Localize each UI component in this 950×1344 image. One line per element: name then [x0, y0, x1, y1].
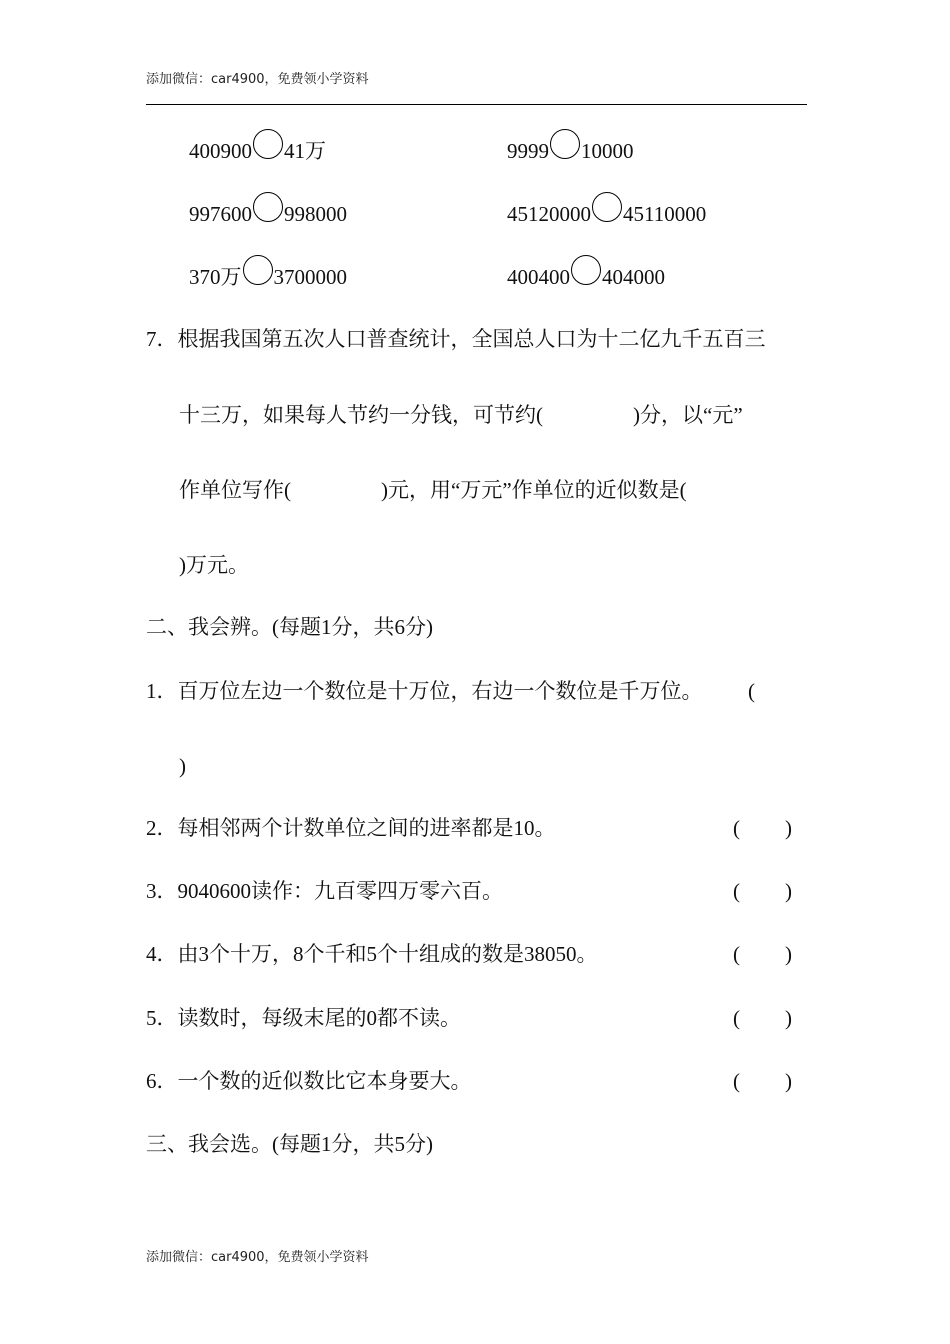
compare-circle[interactable]: [253, 129, 283, 159]
compare-right: 10000: [581, 138, 634, 163]
compare-left: 400900: [189, 138, 252, 163]
q7-text: )元，用“万元”作单位的近似数是(: [381, 478, 687, 502]
judge-answer-open[interactable]: (: [733, 1006, 740, 1030]
compare-item-5: [189, 264, 347, 294]
judge-answer-open[interactable]: (: [733, 942, 740, 966]
q7-line-2: [179, 405, 743, 426]
judge-answer-close: ): [785, 1006, 792, 1030]
judge-answer-open[interactable]: (: [748, 679, 755, 703]
compare-right: 41万: [284, 138, 326, 163]
judge-answer-close: ): [785, 879, 792, 903]
compare-item-6: [507, 264, 665, 294]
judge-item-3: 3．9040600读作：九百零四万零六百。: [146, 879, 503, 903]
section-3-title: 三、我会选。(每题1分，共5分): [146, 1132, 433, 1156]
compare-right: 3700000: [273, 264, 347, 289]
judge-answer-close: ): [785, 1069, 792, 1093]
compare-circle[interactable]: [243, 255, 273, 285]
compare-right: 404000: [602, 264, 665, 289]
compare-circle[interactable]: [550, 129, 580, 159]
judge-item-1: 1．百万位左边一个数位是十万位，右边一个数位是千万位。: [146, 679, 703, 703]
judge-item-4: 4．由3个十万，8个千和5个十组成的数是38050。: [146, 942, 598, 966]
compare-right: 45110000: [623, 201, 707, 226]
header-rule: [146, 104, 807, 105]
compare-left: 400400: [507, 264, 570, 289]
judge-answer-open[interactable]: (: [733, 879, 740, 903]
compare-right: 998000: [284, 201, 347, 226]
compare-circle[interactable]: [571, 255, 601, 285]
judge-answer-close: ): [179, 754, 186, 778]
page-footer: 添加微信：car4900，免费领小学资料: [146, 1250, 369, 1265]
compare-circle[interactable]: [592, 192, 622, 222]
q7-text: 十三万，如果每人节约一分钱，可节约(: [179, 403, 543, 427]
compare-item-2: [507, 138, 634, 168]
compare-left: 45120000: [507, 201, 591, 226]
q7-line-4: )万元。: [179, 553, 249, 577]
q7-text: 作单位写作(: [179, 478, 291, 502]
compare-left: 997600: [189, 201, 252, 226]
q7-text: )分，以“元”: [633, 403, 743, 427]
compare-item-1: [189, 138, 326, 168]
section-2-title: 二、我会辨。(每题1分，共6分): [146, 615, 433, 639]
page-header: 添加微信：car4900，免费领小学资料: [146, 72, 369, 87]
judge-item-5: 5．读数时，每级末尾的0都不读。: [146, 1006, 461, 1030]
judge-answer-close: ): [785, 942, 792, 966]
compare-circle[interactable]: [253, 192, 283, 222]
q7-line-3: [179, 480, 687, 501]
compare-left: 370万: [189, 264, 242, 289]
compare-left: 9999: [507, 138, 549, 163]
compare-item-4: [507, 201, 706, 231]
compare-item-3: [189, 201, 347, 231]
judge-item-6: 6．一个数的近似数比它本身要大。: [146, 1069, 472, 1093]
judge-answer-open[interactable]: (: [733, 816, 740, 840]
judge-answer-open[interactable]: (: [733, 1069, 740, 1093]
judge-item-2: 2．每相邻两个计数单位之间的进率都是10。: [146, 816, 556, 840]
q7-line-1: 7．根据我国第五次人口普查统计，全国总人口为十二亿九千五百三: [146, 327, 766, 351]
judge-answer-close: ): [785, 816, 792, 840]
